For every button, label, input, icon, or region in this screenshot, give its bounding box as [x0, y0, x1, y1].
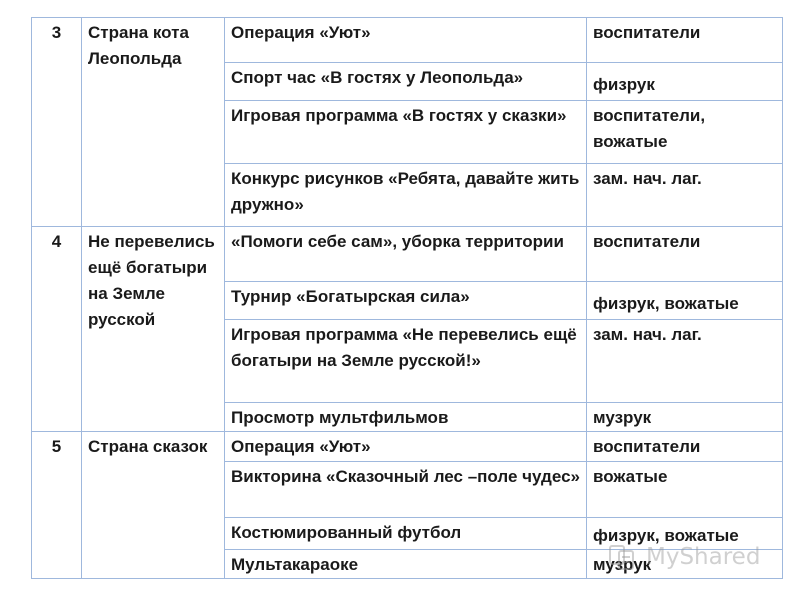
day-theme: Страна сказок	[82, 432, 225, 579]
event-responsible: музрук	[587, 550, 783, 579]
day-theme: Страна кота Леопольда	[82, 18, 225, 227]
event-responsible: вожатые	[587, 462, 783, 518]
day-number: 5	[32, 432, 82, 579]
event-responsible: воспитатели	[587, 227, 783, 282]
event-responsible: зам. нач. лаг.	[587, 164, 783, 227]
event-name: Игровая программа «В гостях у сказки»	[225, 101, 587, 164]
event-name: Конкурс рисунков «Ребята, давайте жить дружно»	[225, 164, 587, 227]
watermark-text: MyShared	[646, 544, 761, 570]
event-name: Операция «Уют»	[225, 432, 587, 462]
table-row	[32, 18, 783, 63]
table-row	[32, 227, 783, 282]
event-responsible: воспитатели	[587, 432, 783, 462]
event-name: Операция «Уют»	[225, 18, 587, 63]
event-name: Костюмированный футбол	[225, 518, 587, 550]
event-responsible: зам. нач. лаг.	[587, 320, 783, 403]
event-name: Мультакараоке	[225, 550, 587, 579]
event-name: Спорт час «В гостях у Леопольда»	[225, 63, 587, 101]
day-number: 4	[32, 227, 82, 432]
event-responsible: воспитатели, вожатые	[587, 101, 783, 164]
event-responsible: физрук	[587, 63, 783, 101]
event-responsible: музрук	[587, 403, 783, 432]
event-responsible: физрук, вожатые	[587, 282, 783, 320]
event-name: Просмотр мультфильмов	[225, 403, 587, 432]
event-name: Игровая программа «Не перевелись ещё богатыри на Земле русской!»	[225, 320, 587, 403]
event-name: Турнир «Богатырская сила»	[225, 282, 587, 320]
day-number: 3	[32, 18, 82, 227]
event-name: «Помоги себе сам», уборка территории	[225, 227, 587, 282]
event-name: Викторина «Сказочный лес –поле чудес»	[225, 462, 587, 518]
event-responsible: воспитатели	[587, 18, 783, 63]
table-row	[32, 432, 783, 462]
schedule-table	[31, 17, 783, 579]
day-theme: Не перевелись ещё богатыри на Земле русской	[82, 227, 225, 432]
event-responsible: физрук, вожатые	[587, 518, 783, 550]
